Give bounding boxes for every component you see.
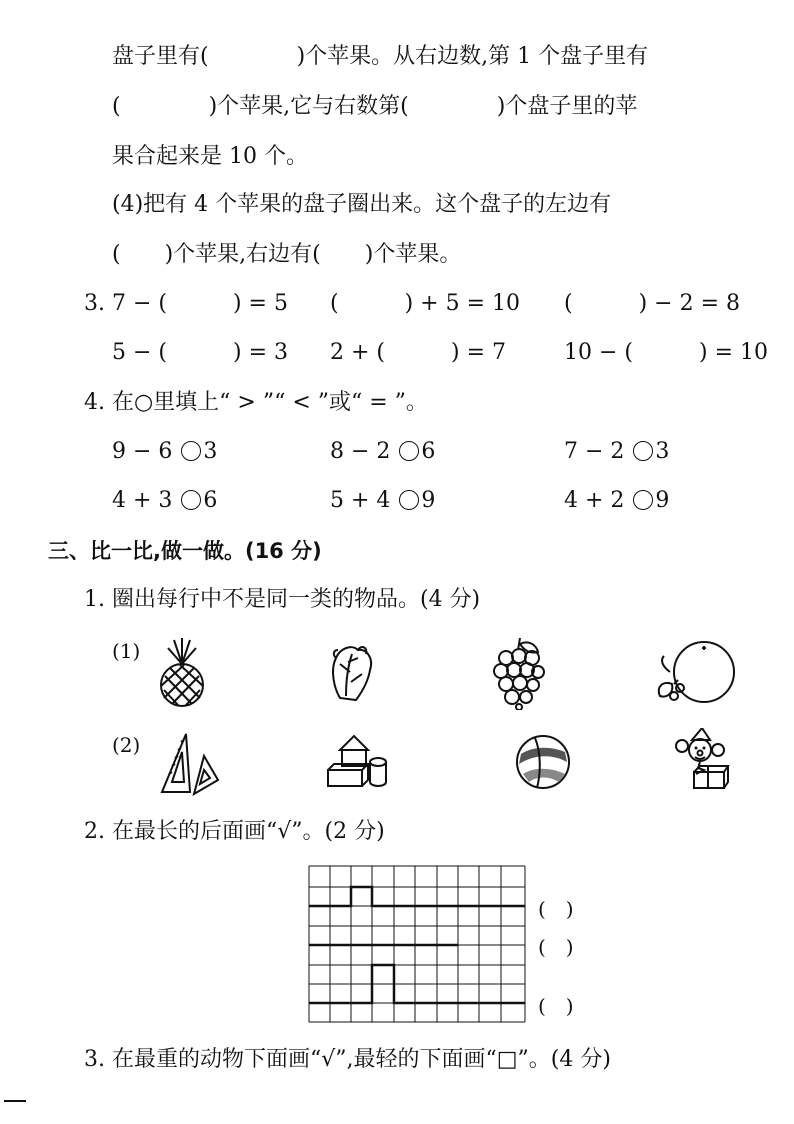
q2-3-line-2: ( )个苹果,它与右数第( )个盘子里的苹 (112, 94, 638, 119)
q3-eq-3: ( ) − 2 = 8 (564, 291, 741, 316)
page-edge-mark (4, 1100, 26, 1102)
q4-compare-2: 8 − 2 6 (330, 439, 436, 464)
orange-icon[interactable] (648, 636, 738, 706)
q4-compare-3: 7 − 2 3 (564, 439, 670, 464)
ball-icon[interactable] (515, 734, 571, 790)
triangle-rulers-icon[interactable] (156, 730, 222, 796)
answer-circle[interactable] (181, 441, 201, 461)
q4-compare-4: 4 + 3 6 (112, 488, 218, 513)
q4-title: 4. 在○里填上“ > ”“ < ”或“ = ”。 (84, 390, 428, 415)
building-blocks-icon[interactable] (326, 732, 390, 788)
grapes-icon[interactable] (492, 636, 546, 710)
row-1-label: (1) (112, 639, 141, 663)
clown-toy-icon[interactable] (668, 728, 734, 790)
q3-eq-6: 10 − ( ) = 10 (564, 340, 768, 365)
answer-circle[interactable] (399, 441, 419, 461)
q3-eq-2: ( ) + 5 = 10 (330, 291, 520, 316)
answer-circle[interactable] (633, 441, 653, 461)
answer-paren-3[interactable]: ( ) (538, 994, 574, 1018)
q2-4-line-2: ( )个苹果,右边有( )个苹果。 (112, 242, 462, 267)
q2-3-line-1: 盘子里有( )个苹果。从右边数,第 1 个盘子里有 (112, 44, 649, 69)
s3-q3-title: 3. 在最重的动物下面画“√”,最轻的下面画“□”。(4 分) (84, 1047, 611, 1072)
q4-compare-1: 9 − 6 3 (112, 439, 218, 464)
answer-circle[interactable] (181, 490, 201, 510)
answer-paren-1[interactable]: ( ) (538, 897, 574, 921)
s3-q2-title: 2. 在最长的后面画“√”。(2 分) (84, 819, 385, 844)
row-2-label: (2) (112, 733, 141, 757)
answer-circle[interactable] (399, 490, 419, 510)
cabbage-icon[interactable] (326, 640, 378, 704)
q3-eq-4: 5 − ( ) = 3 (112, 340, 289, 365)
q4-compare-6: 4 + 2 9 (564, 488, 670, 513)
q2-3-line-3: 果合起来是 10 个。 (112, 144, 308, 169)
length-grid-diagram (308, 865, 526, 1023)
q3-eq-1: 3. 7 − ( ) = 5 (84, 291, 288, 316)
pineapple-icon[interactable] (152, 636, 212, 708)
q3-eq-5: 2 + ( ) = 7 (330, 340, 507, 365)
q2-4-line-1: (4)把有 4 个苹果的盘子圈出来。这个盘子的左边有 (112, 192, 612, 217)
answer-paren-2[interactable]: ( ) (538, 935, 574, 959)
section-3-title: 三、比一比,做一做。(16 分) (48, 539, 322, 563)
answer-circle[interactable] (633, 490, 653, 510)
s3-q1-title: 1. 圈出每行中不是同一类的物品。(4 分) (84, 587, 481, 612)
q4-compare-5: 5 + 4 9 (330, 488, 436, 513)
